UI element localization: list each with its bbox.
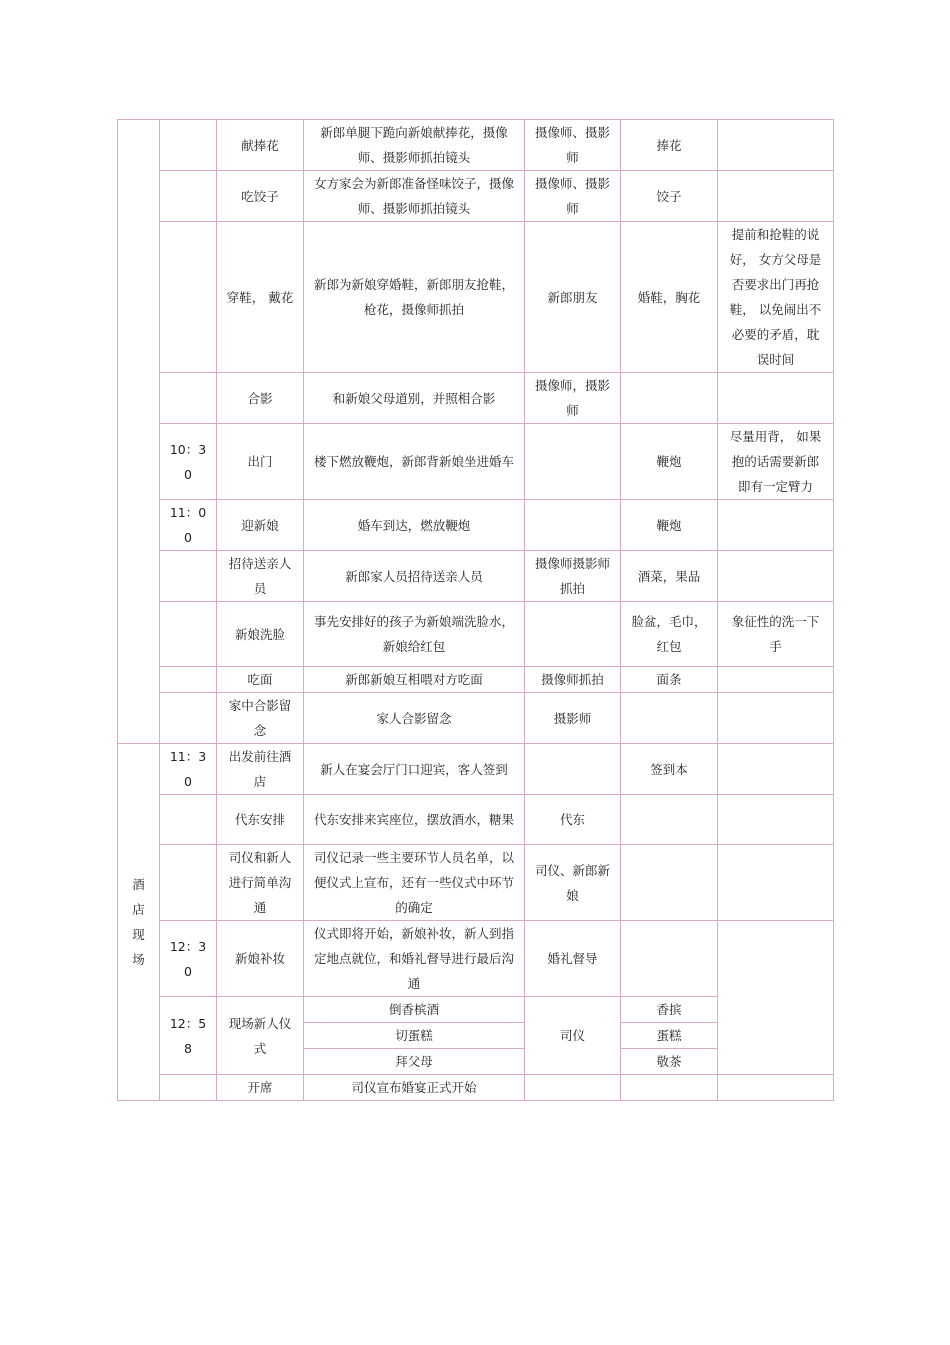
table-row [118,1075,834,1101]
item-cell: 家中合影留念 [217,693,304,744]
props-cell: 鞭炮 [621,500,718,551]
props-cell: 脸盆，毛巾，红包 [621,602,718,667]
people-cell: 司仪、新郎新娘 [525,845,621,921]
stage-cell-home [118,120,160,744]
props-cell [621,1075,718,1101]
note-cell [718,921,834,1075]
note-cell: 尽量用背， 如果抱的话需要新郎即有一定臂力 [718,424,834,500]
table-row [118,120,834,171]
note-cell [718,1075,834,1101]
table-row [118,500,834,551]
props-cell: 捧花 [621,120,718,171]
time-cell [160,222,217,373]
item-cell: 招待送亲人员 [217,551,304,602]
time-cell [160,171,217,222]
note-cell [718,845,834,921]
props-cell: 香摈 [621,997,718,1023]
detail-cell: 代东安排来宾座位，摆放酒水，糖果 [304,795,525,845]
time-cell [160,795,217,845]
time-cell [160,667,217,693]
item-cell: 合影 [217,373,304,424]
people-cell: 司仪 [525,997,621,1075]
detail-cell: 和新娘父母道别，并照相合影 [304,373,525,424]
item-cell: 司仪和新人进行简单沟通 [217,845,304,921]
table-row [118,921,834,997]
people-cell: 摄影师 [525,693,621,744]
note-cell [718,373,834,424]
detail-cell: 新郎家人员招待送亲人员 [304,551,525,602]
props-cell [621,795,718,845]
detail-cell: 新郎为新娘穿婚鞋，新郎朋友抢鞋，枪花，摄像师抓拍 [304,222,525,373]
props-cell: 敬茶 [621,1049,718,1075]
detail-cell: 司仪宣布婚宴正式开始 [304,1075,525,1101]
item-cell: 现场新人仪式 [217,997,304,1075]
time-cell [160,602,217,667]
table-row [118,795,834,845]
detail-cell: 女方家会为新郎准备怪味饺子，摄像师、摄影师抓拍镜头 [304,171,525,222]
people-cell: 摄像师、摄影师 [525,120,621,171]
people-cell [525,500,621,551]
detail-cell: 切蛋糕 [304,1023,525,1049]
detail-cell: 拜父母 [304,1049,525,1075]
time-cell: 11：00 [160,500,217,551]
detail-cell: 新人在宴会厅门口迎宾，客人签到 [304,744,525,795]
time-cell [160,373,217,424]
time-cell: 10：30 [160,424,217,500]
note-cell [718,171,834,222]
time-cell: 11：30 [160,744,217,795]
item-cell: 出发前往酒店 [217,744,304,795]
table-row [118,693,834,744]
detail-cell: 司仪记录一些主要环节人员名单，以便仪式上宣布，还有一些仪式中环节的确定 [304,845,525,921]
table-row [118,602,834,667]
time-cell [160,1075,217,1101]
item-cell: 吃饺子 [217,171,304,222]
stage-cell-hotel: 酒店现场 [118,744,160,1101]
people-cell: 婚礼督导 [525,921,621,997]
item-cell: 穿鞋， 戴花 [217,222,304,373]
props-cell: 面条 [621,667,718,693]
schedule-sheet [117,119,833,1101]
table-row [118,551,834,602]
props-cell: 婚鞋，胸花 [621,222,718,373]
detail-cell: 婚车到达，燃放鞭炮 [304,500,525,551]
props-cell [621,845,718,921]
time-cell [160,693,217,744]
props-cell: 签到本 [621,744,718,795]
note-cell [718,744,834,795]
people-cell: 摄像师抓拍 [525,667,621,693]
table-row [118,171,834,222]
note-cell: 提前和抢鞋的说好， 女方父母是否要求出门再抢鞋， 以免闹出不必要的矛盾，耽误时间 [718,222,834,373]
note-cell [718,120,834,171]
detail-cell: 新郎新娘互相喂对方吃面 [304,667,525,693]
item-cell: 代东安排 [217,795,304,845]
item-cell: 迎新娘 [217,500,304,551]
time-cell [160,120,217,171]
props-cell [621,373,718,424]
table-row [118,424,834,500]
people-cell: 代东 [525,795,621,845]
detail-cell: 仪式即将开始，新娘补妆，新人到指定地点就位，和婚礼督导进行最后沟通 [304,921,525,997]
note-cell [718,500,834,551]
detail-cell: 家人合影留念 [304,693,525,744]
table-row [118,667,834,693]
people-cell: 摄像师、摄影师 [525,171,621,222]
item-cell: 开席 [217,1075,304,1101]
props-cell: 酒菜，果品 [621,551,718,602]
detail-cell: 倒香槟酒 [304,997,525,1023]
table-row [118,744,834,795]
people-cell: 摄像师摄影师抓拍 [525,551,621,602]
table-row [118,845,834,921]
people-cell [525,602,621,667]
detail-cell: 楼下燃放鞭炮，新郎背新娘坐进婚车 [304,424,525,500]
wedding-schedule-table [117,119,834,1101]
props-cell: 鞭炮 [621,424,718,500]
detail-cell: 新郎单腿下跪向新娘献捧花，摄像师、摄影师抓拍镜头 [304,120,525,171]
note-cell [718,667,834,693]
table-row [118,222,834,373]
props-cell [621,921,718,997]
props-cell [621,693,718,744]
detail-cell: 事先安排好的孩子为新娘端洗脸水，新娘给红包 [304,602,525,667]
props-cell: 蛋糕 [621,1023,718,1049]
people-cell [525,1075,621,1101]
note-cell [718,551,834,602]
time-cell: 12：30 [160,921,217,997]
time-cell [160,551,217,602]
item-cell: 新娘补妆 [217,921,304,997]
props-cell: 饺子 [621,171,718,222]
table-row [118,373,834,424]
people-cell: 摄像师，摄影师 [525,373,621,424]
item-cell: 献捧花 [217,120,304,171]
time-cell [160,845,217,921]
people-cell: 新郎朋友 [525,222,621,373]
item-cell: 新娘洗脸 [217,602,304,667]
item-cell: 出门 [217,424,304,500]
time-cell: 12：58 [160,997,217,1075]
note-cell [718,795,834,845]
note-cell: 象征性的洗一下手 [718,602,834,667]
people-cell [525,744,621,795]
people-cell [525,424,621,500]
note-cell [718,693,834,744]
item-cell: 吃面 [217,667,304,693]
